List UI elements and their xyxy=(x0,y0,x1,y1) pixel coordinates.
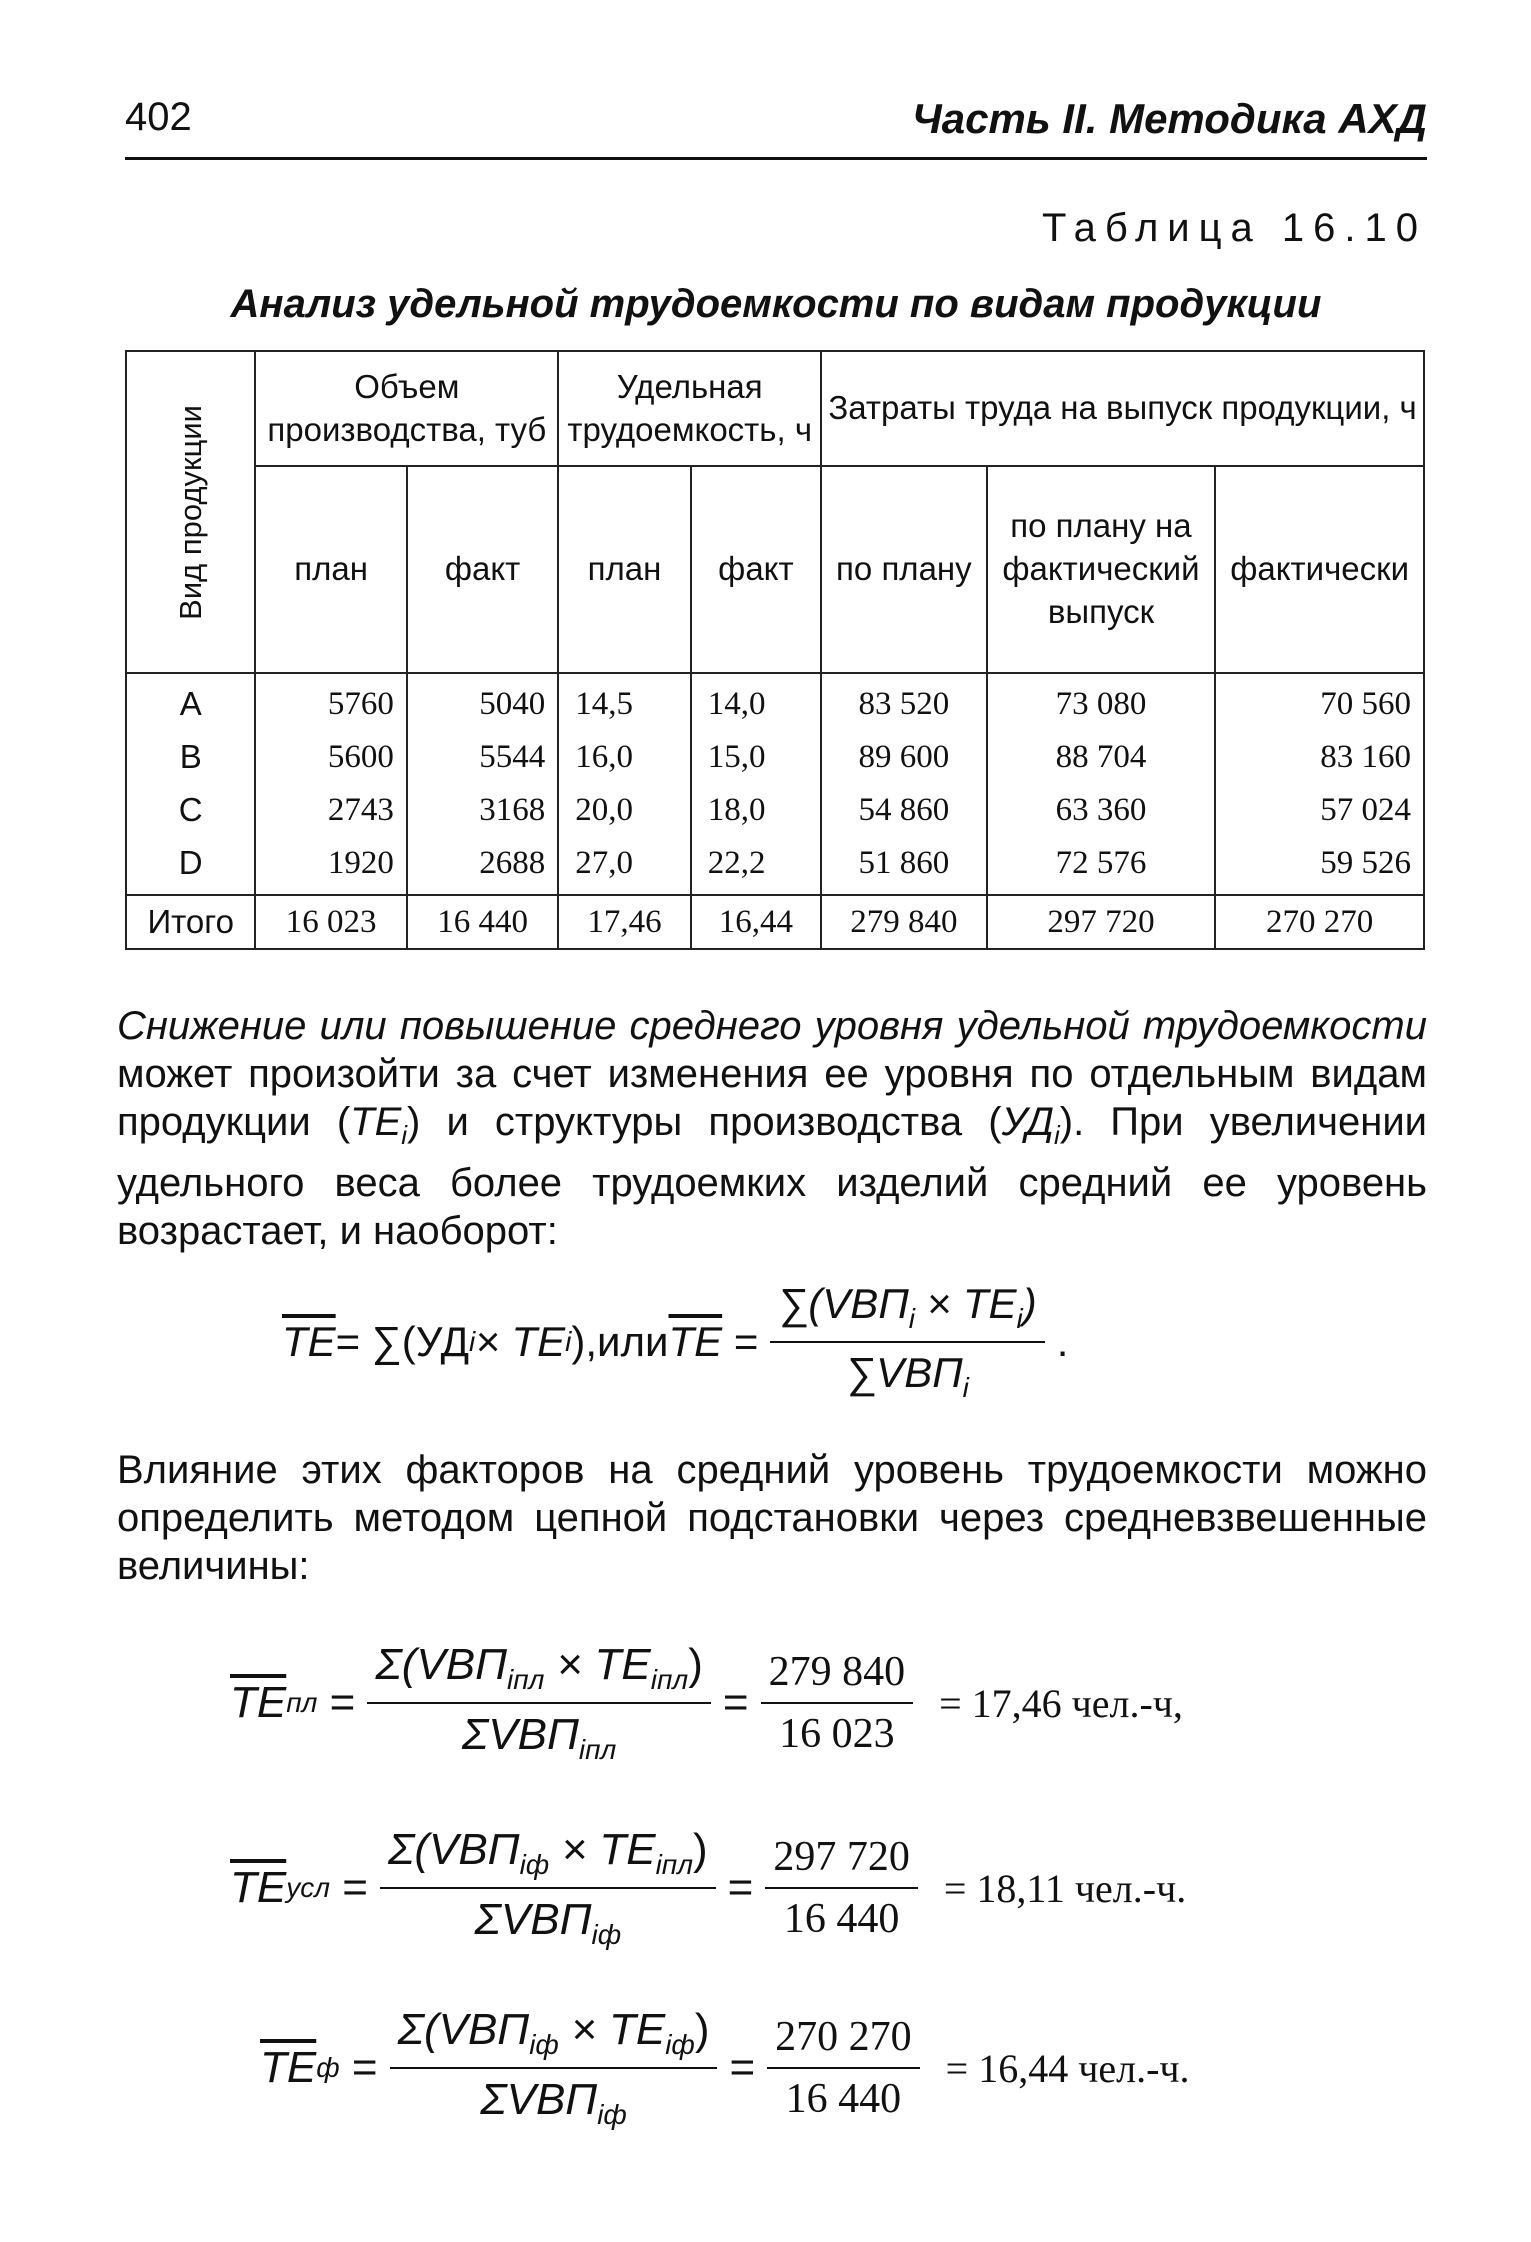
formula-num: Σ(VBП xyxy=(375,1640,507,1689)
page-header xyxy=(125,95,1427,160)
cell-total-te-fact: 16,44 xyxy=(691,895,821,949)
formula-sum-ud: = ∑(УД xyxy=(335,1318,470,1365)
formula-fraction: $\frac{\Sigma(VBП_{iпл} \times TE_{iпл})}{\Sigma VBП_{iпл}}$ xyxy=(367,1640,711,1766)
cell-te-fact: 18,0 xyxy=(691,784,821,837)
cell-vol-plan: 2743 xyxy=(255,784,406,837)
page-number: 402 xyxy=(125,95,192,139)
paragraph-chain-substitution: Влияние этих факторов на средний уровень трудоемкости можно определить методом цепной подстановки через средневзвешенные величины: xyxy=(117,1448,1427,1588)
formula-index: i xyxy=(469,1326,476,1357)
formula-sub: iпл xyxy=(578,1734,617,1765)
table-row xyxy=(126,673,1424,731)
cell-total-vol-plan: 16 023 xyxy=(255,895,406,949)
cell-vol-plan: 1920 xyxy=(255,837,406,895)
header-specific: Удельная трудоемкость, ч xyxy=(558,351,821,466)
formula-num-close: ) xyxy=(1022,1280,1037,1327)
cell-labor-plan: 54 860 xyxy=(821,784,987,837)
paragraph-text: ). При увеличении удельного веса более трудоемких изделий средний ее уровень возрастает, и наоборот: xyxy=(117,1100,1428,1253)
formula-sub: iпл xyxy=(650,1664,689,1695)
formula-close: ), xyxy=(571,1318,598,1365)
cell-type: C xyxy=(126,784,255,837)
cell-te-plan: 27,0 xyxy=(558,837,690,895)
formula-values xyxy=(765,1833,918,1943)
formula-or: или xyxy=(597,1318,669,1365)
formula-den: ΣVBП xyxy=(474,1895,592,1944)
formula-te-conditional: $\overline{TE}$ усл = $\frac{\Sigma(VBП_{iф} \times TE_{iпл})}{\Sigma VBП_{iф}}$ = $\frac{297 720}{16 440}$ = 18,11 чел.-ч. xyxy=(230,1825,1187,1950)
formula-lhs-sub: пл xyxy=(286,1687,318,1718)
cell-te-fact: 15,0 xyxy=(691,731,821,784)
formula-sub: iф xyxy=(519,1849,550,1880)
formula-te-plan: $\overline{TE}$ пл = $\frac{\Sigma(VBП_{iпл} \times TE_{iпл})}{\Sigma VBП_{iпл}}$ = $\frac{279 840}{16 023}$ = 17,46 чел.-ч, xyxy=(230,1640,1183,1765)
paragraph-structure: Снижение или повышение среднего уровня удельной трудоемкости может произойти за счет изменения ее уровня по отдельным видам продукции $(ТЕ_i)$ и структуры производства $(УД_i)$. При увеличении удельного веса более трудоемких изделий средний ее уровень возрастает, и наоборот: xyxy=(117,1004,1428,1253)
symbol-ud: УД xyxy=(1001,1100,1054,1144)
header-product-type xyxy=(126,351,255,673)
cell-vol-fact: 2688 xyxy=(407,837,558,895)
cell-labor-plan: 51 860 xyxy=(821,837,987,895)
header-vol-plan: план xyxy=(255,466,406,673)
formula-value-num: 297 720 xyxy=(765,1833,918,1889)
formula-value-den: 16 023 xyxy=(779,1711,895,1757)
cell-labor-plan: 83 520 xyxy=(821,673,987,731)
formula-values xyxy=(767,2013,920,2123)
cell-te-plan: 20,0 xyxy=(558,784,690,837)
formula-value-den: 16 440 xyxy=(783,1896,900,1942)
cell-labor-cond: 73 080 xyxy=(987,673,1216,731)
cell-labor-plan: 89 600 xyxy=(821,731,987,784)
cell-labor-cond: 88 704 xyxy=(987,731,1216,784)
formula-fraction: $\frac{\Sigma(VBП_{iф} \times TE_{iф})}{\Sigma VBП_{iф}}$ xyxy=(390,2005,718,2131)
table-title: Анализ удельной трудоемкости по видам продукции xyxy=(230,282,1322,326)
cell-total-te-plan: 17,46 xyxy=(558,895,690,949)
formula-value-num: 279 840 xyxy=(761,1648,914,1704)
formula-num: Σ(VBП xyxy=(397,2005,530,2054)
cell-labor-cond: 63 360 xyxy=(987,784,1216,837)
cell-total-vol-fact: 16 440 xyxy=(407,895,558,949)
formula-den: ΣVBП xyxy=(461,1710,579,1759)
symbol-te: ТЕ xyxy=(350,1100,402,1144)
paragraph-emphasis: Снижение или повышение среднего уровня удельной трудоемкости xyxy=(117,1004,1427,1048)
header-labor: Затраты труда на выпуск продукции, ч xyxy=(821,351,1424,466)
formula-index: i xyxy=(962,1372,969,1403)
formula-fraction: $\frac{\Sigma(VBП_{iф} \times TE_{iпл})}{\Sigma VBП_{iф}}$ xyxy=(380,1825,716,1951)
formula-result: = 16,44 чел.-ч. xyxy=(945,2045,1190,2091)
cell-labor-cond: 72 576 xyxy=(987,837,1216,895)
cell-vol-plan: 5600 xyxy=(255,731,406,784)
formula-value-num: 270 270 xyxy=(767,2013,920,2069)
formula-den: ΣVBП xyxy=(480,2075,598,2124)
cell-total-label: Итого xyxy=(126,895,255,949)
formula-sub: iф xyxy=(529,2029,559,2060)
header-by-plan-actual: по плану на фактический выпуск xyxy=(987,466,1216,673)
cell-type: D xyxy=(126,837,255,895)
formula-index: i xyxy=(1016,1303,1023,1334)
cell-te-plan: 16,0 xyxy=(558,731,690,784)
formula-result: = 17,46 чел.-ч, xyxy=(939,1680,1183,1726)
header-product-type-label: Вид продукции xyxy=(172,404,208,620)
formula-num-mid: × TE xyxy=(549,1825,656,1874)
cell-type: B xyxy=(126,731,255,784)
cell-total-labor-cond: 297 720 xyxy=(987,895,1216,949)
running-title: Часть II. Методика АХД xyxy=(912,95,1427,142)
formula-num-mid: × TE xyxy=(544,1640,651,1689)
cell-labor-fact: 83 160 xyxy=(1215,731,1424,784)
table-row xyxy=(126,784,1424,837)
formula-index: i xyxy=(565,1326,572,1357)
cell-total-labor-fact: 270 270 xyxy=(1215,895,1424,949)
header-vol-fact: факт xyxy=(407,466,558,673)
formula-num: Σ(VBП xyxy=(387,1825,520,1874)
formula-sub: iф xyxy=(591,1919,622,1950)
cell-total-labor-plan: 279 840 xyxy=(821,895,987,949)
cell-labor-fact: 70 560 xyxy=(1215,673,1424,731)
formula-sub: iф xyxy=(597,2099,627,2130)
header-actual: фактически xyxy=(1215,466,1424,673)
formula-den: ∑VBП xyxy=(846,1349,963,1396)
formula-values xyxy=(761,1648,914,1758)
formula-lhs2: $\overline{TE}$ xyxy=(668,1318,723,1365)
formula-average-te: $\overline{TE}$ = ∑(УД i × TE i ), или $\overline{TE}$ = $\frac{\sum(VBП_i \times TE_i)}{\sum VBП_i}$ . xyxy=(282,1280,1069,1403)
table-total-row xyxy=(126,895,1424,949)
formula-sub: iпл xyxy=(655,1849,693,1880)
formula-lhs: $\overline{TE}$ xyxy=(282,1318,336,1365)
cell-te-plan: 14,5 xyxy=(558,673,690,731)
cell-vol-fact: 5040 xyxy=(407,673,558,731)
table-row xyxy=(126,731,1424,784)
formula-sub: iпл xyxy=(506,1664,545,1695)
formula-lhs: $\overline{TE}$ xyxy=(230,1678,287,1727)
formula-end: . xyxy=(1056,1318,1069,1365)
cell-type: A xyxy=(126,673,255,731)
formula-lhs: $\overline{TE}$ xyxy=(230,1863,287,1912)
header-volume: Объем производства, туб xyxy=(255,351,558,466)
cell-labor-fact: 59 526 xyxy=(1215,837,1424,895)
header-te-plan: план xyxy=(558,466,690,673)
labor-intensity-table xyxy=(125,350,1425,950)
formula-times-te: × TE xyxy=(475,1318,566,1365)
formula-lhs-sub: ф xyxy=(316,2052,340,2083)
formula-index: i xyxy=(908,1303,915,1334)
formula-te-actual: $\overline{TE}$ ф = $\frac{\Sigma(VBП_{iф} \times TE_{iф})}{\Sigma VBП_{iф}}$ = $\frac{270 270}{16 440}$ = 16,44 чел.-ч. xyxy=(260,2005,1190,2130)
paragraph-text: ) и структуры производства ( xyxy=(407,1100,1002,1144)
cell-te-fact: 22,2 xyxy=(691,837,821,895)
table-label: Таблица 16.10 xyxy=(1041,206,1427,250)
cell-vol-plan: 5760 xyxy=(255,673,406,731)
formula-fraction xyxy=(770,1280,1044,1404)
formula-value-den: 16 440 xyxy=(785,2076,902,2122)
cell-vol-fact: 3168 xyxy=(407,784,558,837)
formula-num-mid: × TE xyxy=(558,2005,666,2054)
formula-num: ∑(VBП xyxy=(778,1280,909,1327)
formula-sub: iф xyxy=(665,2029,695,2060)
table-row xyxy=(126,837,1424,895)
cell-labor-fact: 57 024 xyxy=(1215,784,1424,837)
paragraph-text: может произойти за счет изменения ее уровня по отдельным видам продукции ( xyxy=(117,1052,1427,1144)
cell-vol-fact: 5544 xyxy=(407,731,558,784)
header-te-fact: факт xyxy=(691,466,821,673)
header-by-plan: по плану xyxy=(821,466,987,673)
formula-lhs: $\overline{TE}$ xyxy=(260,2043,317,2092)
formula-lhs-sub: усл xyxy=(286,1872,331,1903)
formula-result: = 18,11 чел.-ч. xyxy=(943,1865,1187,1911)
formula-num-te: × TE xyxy=(914,1280,1017,1327)
cell-te-fact: 14,0 xyxy=(691,673,821,731)
